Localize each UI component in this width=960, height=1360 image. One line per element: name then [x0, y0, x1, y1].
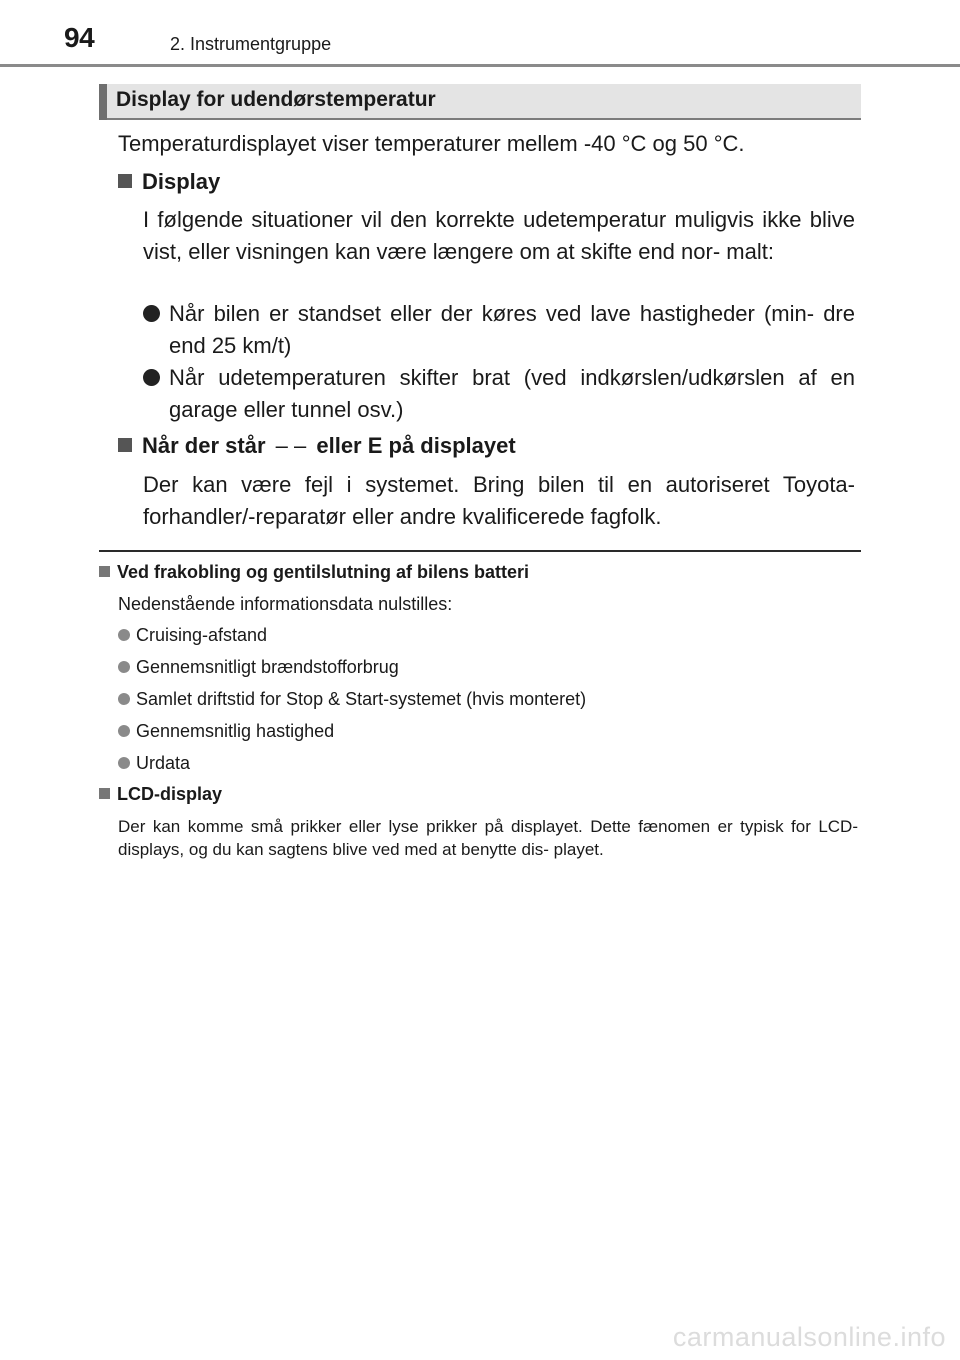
- square-bullet-icon: [99, 788, 110, 799]
- battery-item: [118, 655, 399, 679]
- bullet-dot-icon: [118, 757, 130, 769]
- section-accent: [99, 84, 107, 120]
- lcd-heading-row: [99, 784, 222, 805]
- display-text: I følgende situationer vil den korrekte udetemperatur muligvis ikke blive vist, eller visningen kan være længere om at skifte end nor- malt:: [143, 207, 855, 264]
- bullet-dot-icon: [143, 305, 160, 322]
- section-intro: Temperaturdisplayet viser temperaturer mellem -40 °C og 50 °C.: [118, 131, 745, 156]
- bullet-dot-icon: [118, 629, 130, 641]
- lcd-heading: LCD-display: [117, 784, 223, 804]
- bullet-dot-icon: [118, 661, 130, 673]
- section-title-bar: [99, 84, 861, 120]
- battery-item: [118, 751, 190, 775]
- display-bullet-2: [143, 362, 855, 426]
- battery-item-text: Gennemsnitligt brændstofforbrug: [136, 657, 399, 677]
- bullet-dot-icon: [118, 693, 130, 705]
- battery-item-text: Samlet driftstid for Stop & Start-systemet (hvis monteret): [136, 689, 587, 709]
- bullet-text: Når udetemperaturen skifter brat (ved indkørslen/udkørslen af en garage eller tunnel osv.): [169, 365, 855, 422]
- battery-heading: Ved frakobling og gentilslutning af bilens batteri: [117, 562, 530, 582]
- battery-item-text: Urdata: [136, 753, 191, 773]
- battery-heading-row: [99, 562, 529, 583]
- watermark: carmanualsonline.info: [672, 1322, 946, 1352]
- error-text: Der kan være fejl i systemet. Bring bilen til en autoriseret Toyota- forhandler/-reparatør eller andre kvalificerede fagfolk.: [143, 472, 855, 529]
- section-title: Display for udendørstemperatur: [116, 88, 436, 111]
- battery-item-text: Gennemsnitlig hastighed: [136, 721, 335, 741]
- battery-item: [118, 687, 586, 711]
- square-bullet-icon: [118, 174, 132, 188]
- bullet-dot-icon: [143, 369, 160, 386]
- page-header: [0, 0, 960, 70]
- display-bullet-1: [143, 298, 855, 362]
- bullet-text: Når bilen er standset eller der køres ved lave hastigheder (min- dre end 25 km/t): [169, 301, 855, 358]
- error-heading-suffix: eller E på displayet: [316, 433, 516, 458]
- error-heading-row: [118, 430, 858, 462]
- battery-item-text: Cruising-afstand: [136, 625, 268, 645]
- lcd-text: Der kan komme små prikker eller lyse prikker på displayet. Dette fænomen er typisk for LCD-displays, og du kan sagtens blive ved med at benytte dis- playet.: [118, 817, 858, 859]
- battery-item: [118, 623, 267, 647]
- square-bullet-icon: [99, 566, 110, 577]
- square-bullet-icon: [118, 438, 132, 452]
- page-number: 94: [64, 22, 95, 53]
- error-heading-prefix: Når der står: [142, 433, 266, 458]
- battery-item: [118, 719, 334, 743]
- display-heading-row: [118, 166, 220, 198]
- battery-intro: Nedenstående informationsdata nulstilles:: [118, 594, 453, 614]
- display-heading: Display: [142, 169, 221, 194]
- error-heading-symbol: – –: [275, 433, 307, 458]
- bullet-dot-icon: [118, 725, 130, 737]
- chapter-title: 2. Instrumentgruppe: [170, 34, 332, 54]
- notes-divider: [99, 550, 861, 552]
- header-divider: [0, 64, 960, 67]
